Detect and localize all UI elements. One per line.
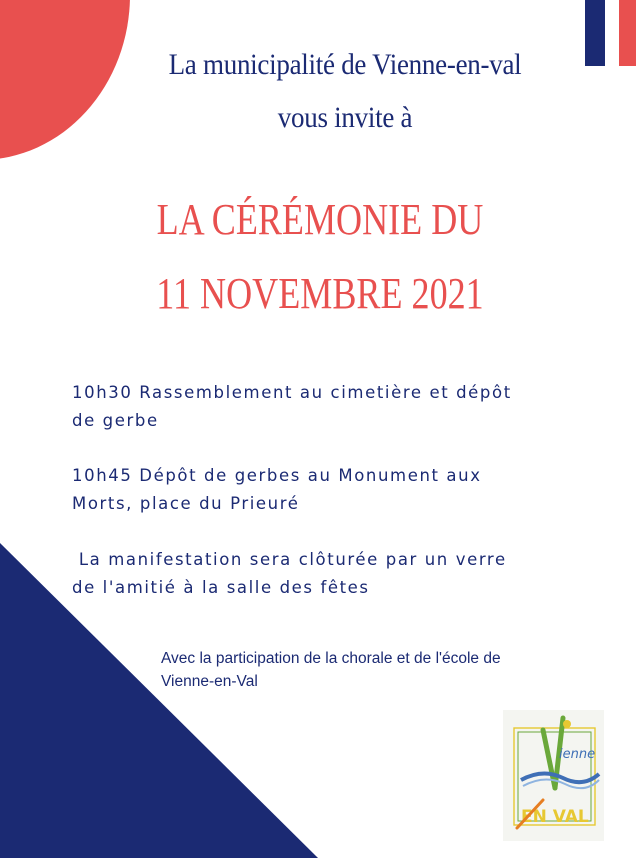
french-flag-icon [585, 0, 636, 66]
participation-line: Vienne-en-Val [161, 673, 258, 690]
logo-text-top: ienne [559, 747, 596, 762]
participation-note [161, 647, 601, 693]
programme-item [72, 546, 572, 602]
logo-sun [563, 720, 571, 728]
logo-graphic [503, 710, 604, 841]
programme-item-line: La manifestation sera clôturée par un verre [72, 550, 507, 569]
programme-item [72, 379, 572, 435]
programme-item-line: 10h45 Dépôt de gerbes au Monument aux [72, 466, 482, 485]
intro-line-2: vous invite à [277, 101, 413, 134]
flag-stripe-red [619, 0, 636, 66]
programme-item-line: de l'amitié à la salle des fêtes [72, 578, 370, 597]
programme-item [72, 462, 572, 518]
flag-stripe-blue [585, 0, 605, 66]
programme-item-line: Morts, place du Prieuré [72, 494, 300, 513]
title-line-2: 11 NOVEMBRE 2021 [156, 269, 484, 318]
logo-text-bottom: EN VAL [521, 807, 589, 827]
title-line-1: LA CÉRÉMONIE DU [156, 195, 484, 244]
flag-stripe-white [605, 0, 619, 66]
programme-item-line: de gerbe [72, 411, 159, 430]
vienne-en-val-logo [503, 710, 604, 841]
participation-line: Avec la participation de la chorale et de l'école de [161, 650, 501, 667]
programme-item-line: 10h30 Rassemblement au cimetière et dépôt [72, 383, 512, 402]
intro-line-1: La municipalité de Vienne-en-val [168, 48, 522, 81]
